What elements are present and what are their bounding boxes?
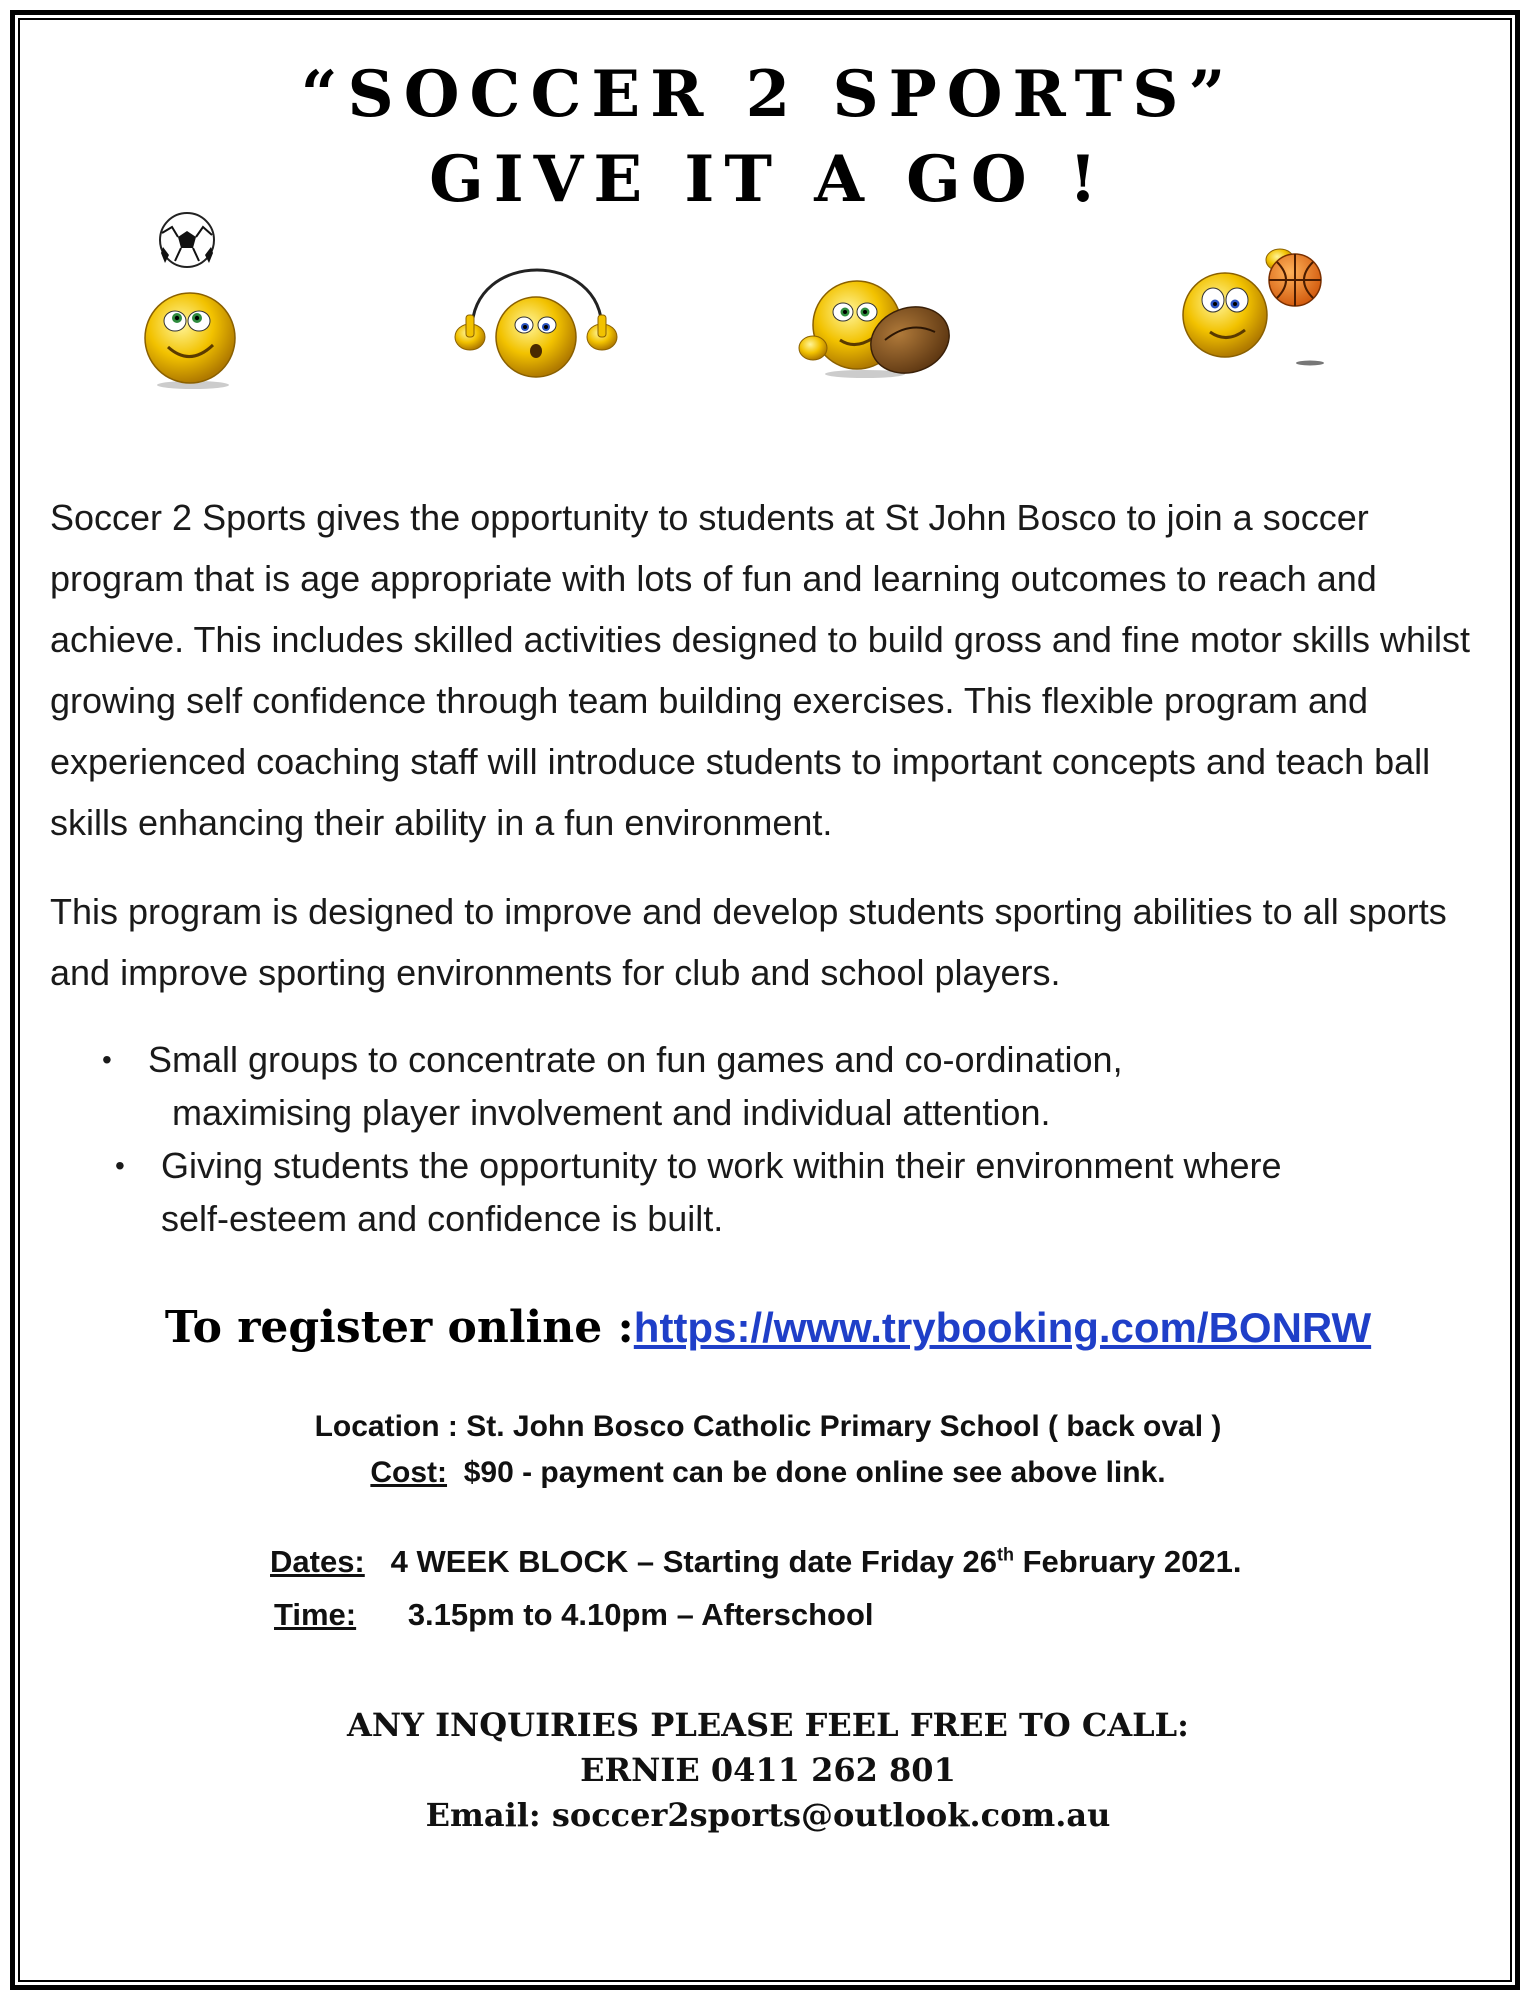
flyer-title: “SOCCER 2 SPORTS” [300,57,1236,132]
bullet-text: Small groups to concentrate on fun games and co-ordination, [148,1039,1123,1080]
program-paragraph: This program is designed to improve and develop students sporting abilities to all sports and improve sporting environments for club and school players. [50,891,1447,993]
time-line [274,1595,874,1635]
time-value: 3.15pm to 4.10pm – Afterschool [407,1597,874,1632]
contact-phone: ERNIE 0411 262 801 [580,1751,956,1789]
bullet-list [100,1033,1500,1245]
dates-value: 4 WEEK BLOCK – Starting date Friday 26th February 2021. [390,1544,1242,1579]
flyer-subtitle: GIVE IT A GO ! [429,142,1107,217]
register-label: To register online : [164,1302,634,1353]
time-label: Time: [274,1597,357,1632]
bullet-text-cont: self-esteem and confidence is built. [161,1198,724,1239]
basketball-smiley-icon [1175,240,1335,370]
register-line [0,1300,1536,1356]
intro-paragraph: Soccer 2 Sports gives the opportunity to students at St John Bosco to join a soccer program that is age appropriate with lots of fun and learning outcomes to reach and achieve. This includes skilled activities designed to build gross and fine motor skills whilst growing self confidence through team building exercises. This flexible program and experienced coaching staff will introduce students to important concepts and teach ball skills enhancing their ability in a fun environment. [50,497,1471,843]
cost-value: $90 - payment can be done online see above link. [463,1456,1166,1489]
cost-label: Cost: [370,1456,448,1489]
list-item: • Small groups to concentrate on fun games and co-ordination, maximising player involvement and individual attention. [100,1033,1500,1139]
contact-email: Email: soccer2sports@outlook.com.au [425,1796,1111,1834]
football-smiley-icon [795,270,955,380]
dates-label: Dates: [270,1544,365,1579]
register-link[interactable]: https://www.trybooking.com/BONRW [633,1304,1372,1351]
soccer-ball-smiley-icon [135,205,255,390]
bullet-text-cont: maximising player involvement and individual attention. [172,1092,1051,1133]
contact-heading: ANY INQUIRIES PLEASE FEEL FREE TO CALL: [347,1706,1189,1744]
dates-line [270,1542,1241,1582]
location-text: Location : St. John Bosco Catholic Primary School ( back oval ) [314,1410,1222,1443]
bullet-text: Giving students the opportunity to work within their environment where [161,1145,1282,1186]
skipping-rope-smiley-icon [450,245,625,385]
list-item: • Giving students the opportunity to work within their environment where self-esteem and confidence is built. [113,1139,1500,1245]
cost-line [0,1453,1536,1493]
